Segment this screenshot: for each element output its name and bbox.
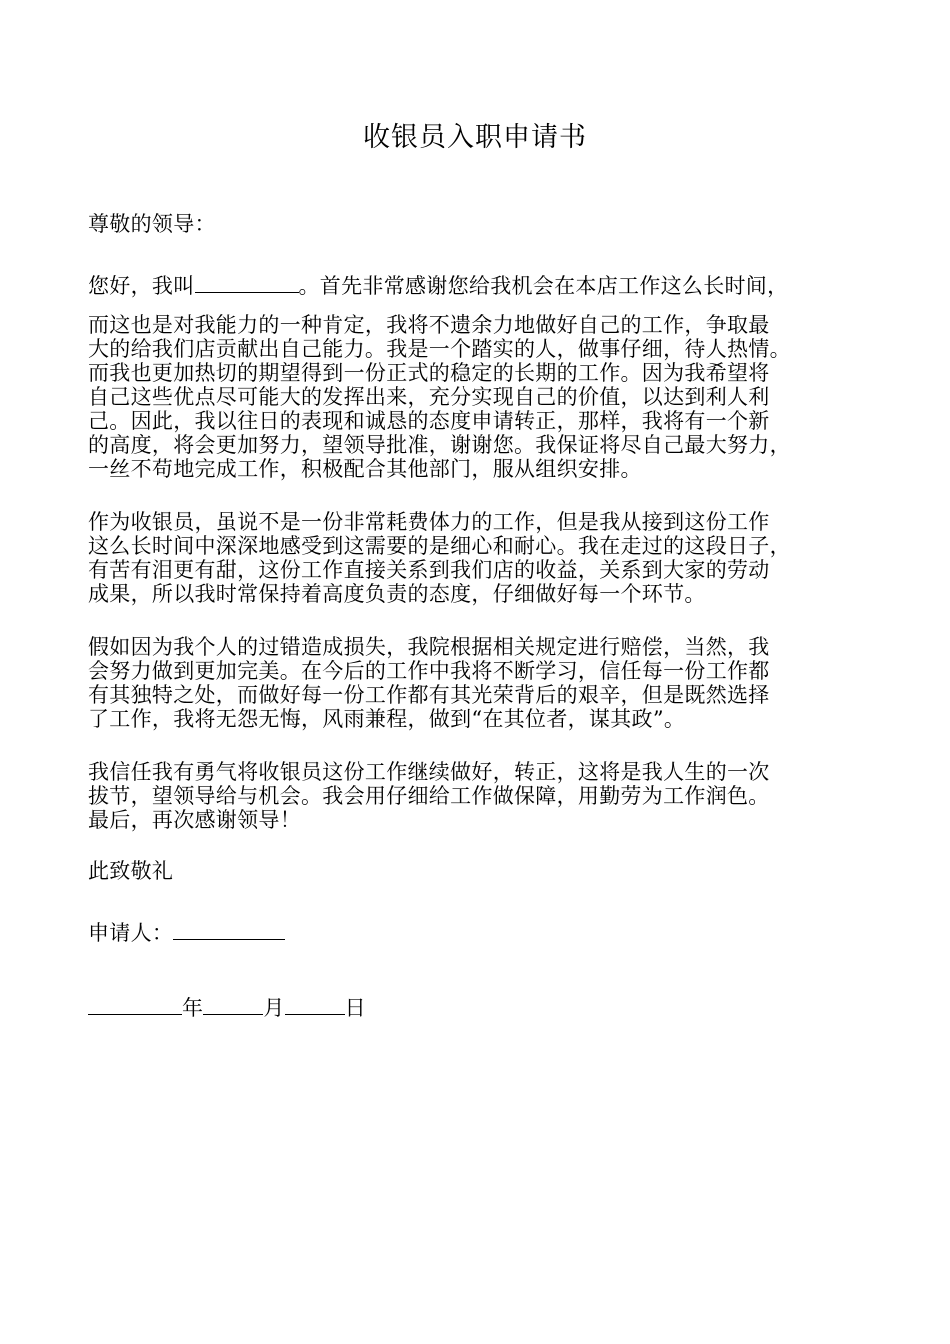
intro-line xyxy=(88,274,888,298)
year-blank xyxy=(88,996,182,1015)
paragraph-line: 了工作，我将无怨无悔，风雨兼程，做到“在其位者，谋其政”。 xyxy=(88,707,686,731)
intro-after-blank: 。首先非常感谢您给我机会在本店工作这么长时间， xyxy=(298,274,789,298)
document-title: 收银员入职申请书 xyxy=(363,122,587,153)
applicant-blank xyxy=(173,921,285,940)
intro-before-blank: 您好，我叫 xyxy=(88,274,195,298)
salutation: 尊敬的领导： xyxy=(88,212,216,236)
paragraph-line: 己。因此，我以往日的表现和诚恳的态度申请转正，那样，我将有一个新 xyxy=(88,409,770,433)
paragraph-line: 拔节，望领导给与机会。我会用仔细给工作做保障，用勤劳为工作润色。 xyxy=(88,784,770,808)
applicant-label: 申请人： xyxy=(88,921,174,945)
paragraph-line: 的高度，将会更加努力，望领导批准，谢谢您。我保证将尽自己最大努力， xyxy=(88,433,791,457)
paragraph-line: 自己这些优点尽可能大的发挥出来，充分实现自己的价值，以达到利人利 xyxy=(88,385,770,409)
day-label: 日 xyxy=(344,996,366,1020)
name-blank xyxy=(195,274,299,293)
paragraph-line: 最后，再次感谢领导！ xyxy=(88,808,301,832)
closing: 此致敬礼 xyxy=(88,859,174,883)
paragraph-line: 这么长时间中深深地感受到这需要的是细心和耐心。我在走过的这段日子， xyxy=(88,534,791,558)
applicant-line xyxy=(88,921,888,945)
paragraph-line: 大的给我们店贡献出自己能力。我是一个踏实的人，做事仔细，待人热情。 xyxy=(88,337,791,361)
paragraph-line: 假如因为我个人的过错造成损失，我院根据相关规定进行赔偿，当然，我 xyxy=(88,635,770,659)
year-label: 年 xyxy=(182,996,204,1020)
paragraph-line: 而我也更加热切的期望得到一份正式的稳定的长期的工作。因为我希望将 xyxy=(88,361,770,385)
date-line xyxy=(88,996,888,1020)
paragraph-line: 一丝不苟地完成工作，积极配合其他部门，服从组织安排。 xyxy=(88,457,642,481)
day-blank xyxy=(285,996,345,1015)
paragraph-line: 会努力做到更加完美。在今后的工作中我将不断学习，信任每一份工作都 xyxy=(88,659,770,683)
paragraph-line: 有其独特之处，而做好每一份工作都有其光荣背后的艰辛，但是既然选择 xyxy=(88,683,770,707)
paragraph-line: 成果，所以我时常保持着高度负责的态度，仔细做好每一个环节。 xyxy=(88,582,706,606)
paragraph-line: 而这也是对我能力的一种肯定，我将不遗余力地做好自己的工作，争取最 xyxy=(88,313,770,337)
month-label: 月 xyxy=(263,996,285,1020)
month-blank xyxy=(203,996,263,1015)
paragraph-line: 有苦有泪更有甜，这份工作直接关系到我们店的收益，关系到大家的劳动 xyxy=(88,558,770,582)
paragraph-line: 作为收银员，虽说不是一份非常耗费体力的工作，但是我从接到这份工作 xyxy=(88,510,770,534)
paragraph-line: 我信任我有勇气将收银员这份工作继续做好，转正，这将是我人生的一次 xyxy=(88,760,770,784)
